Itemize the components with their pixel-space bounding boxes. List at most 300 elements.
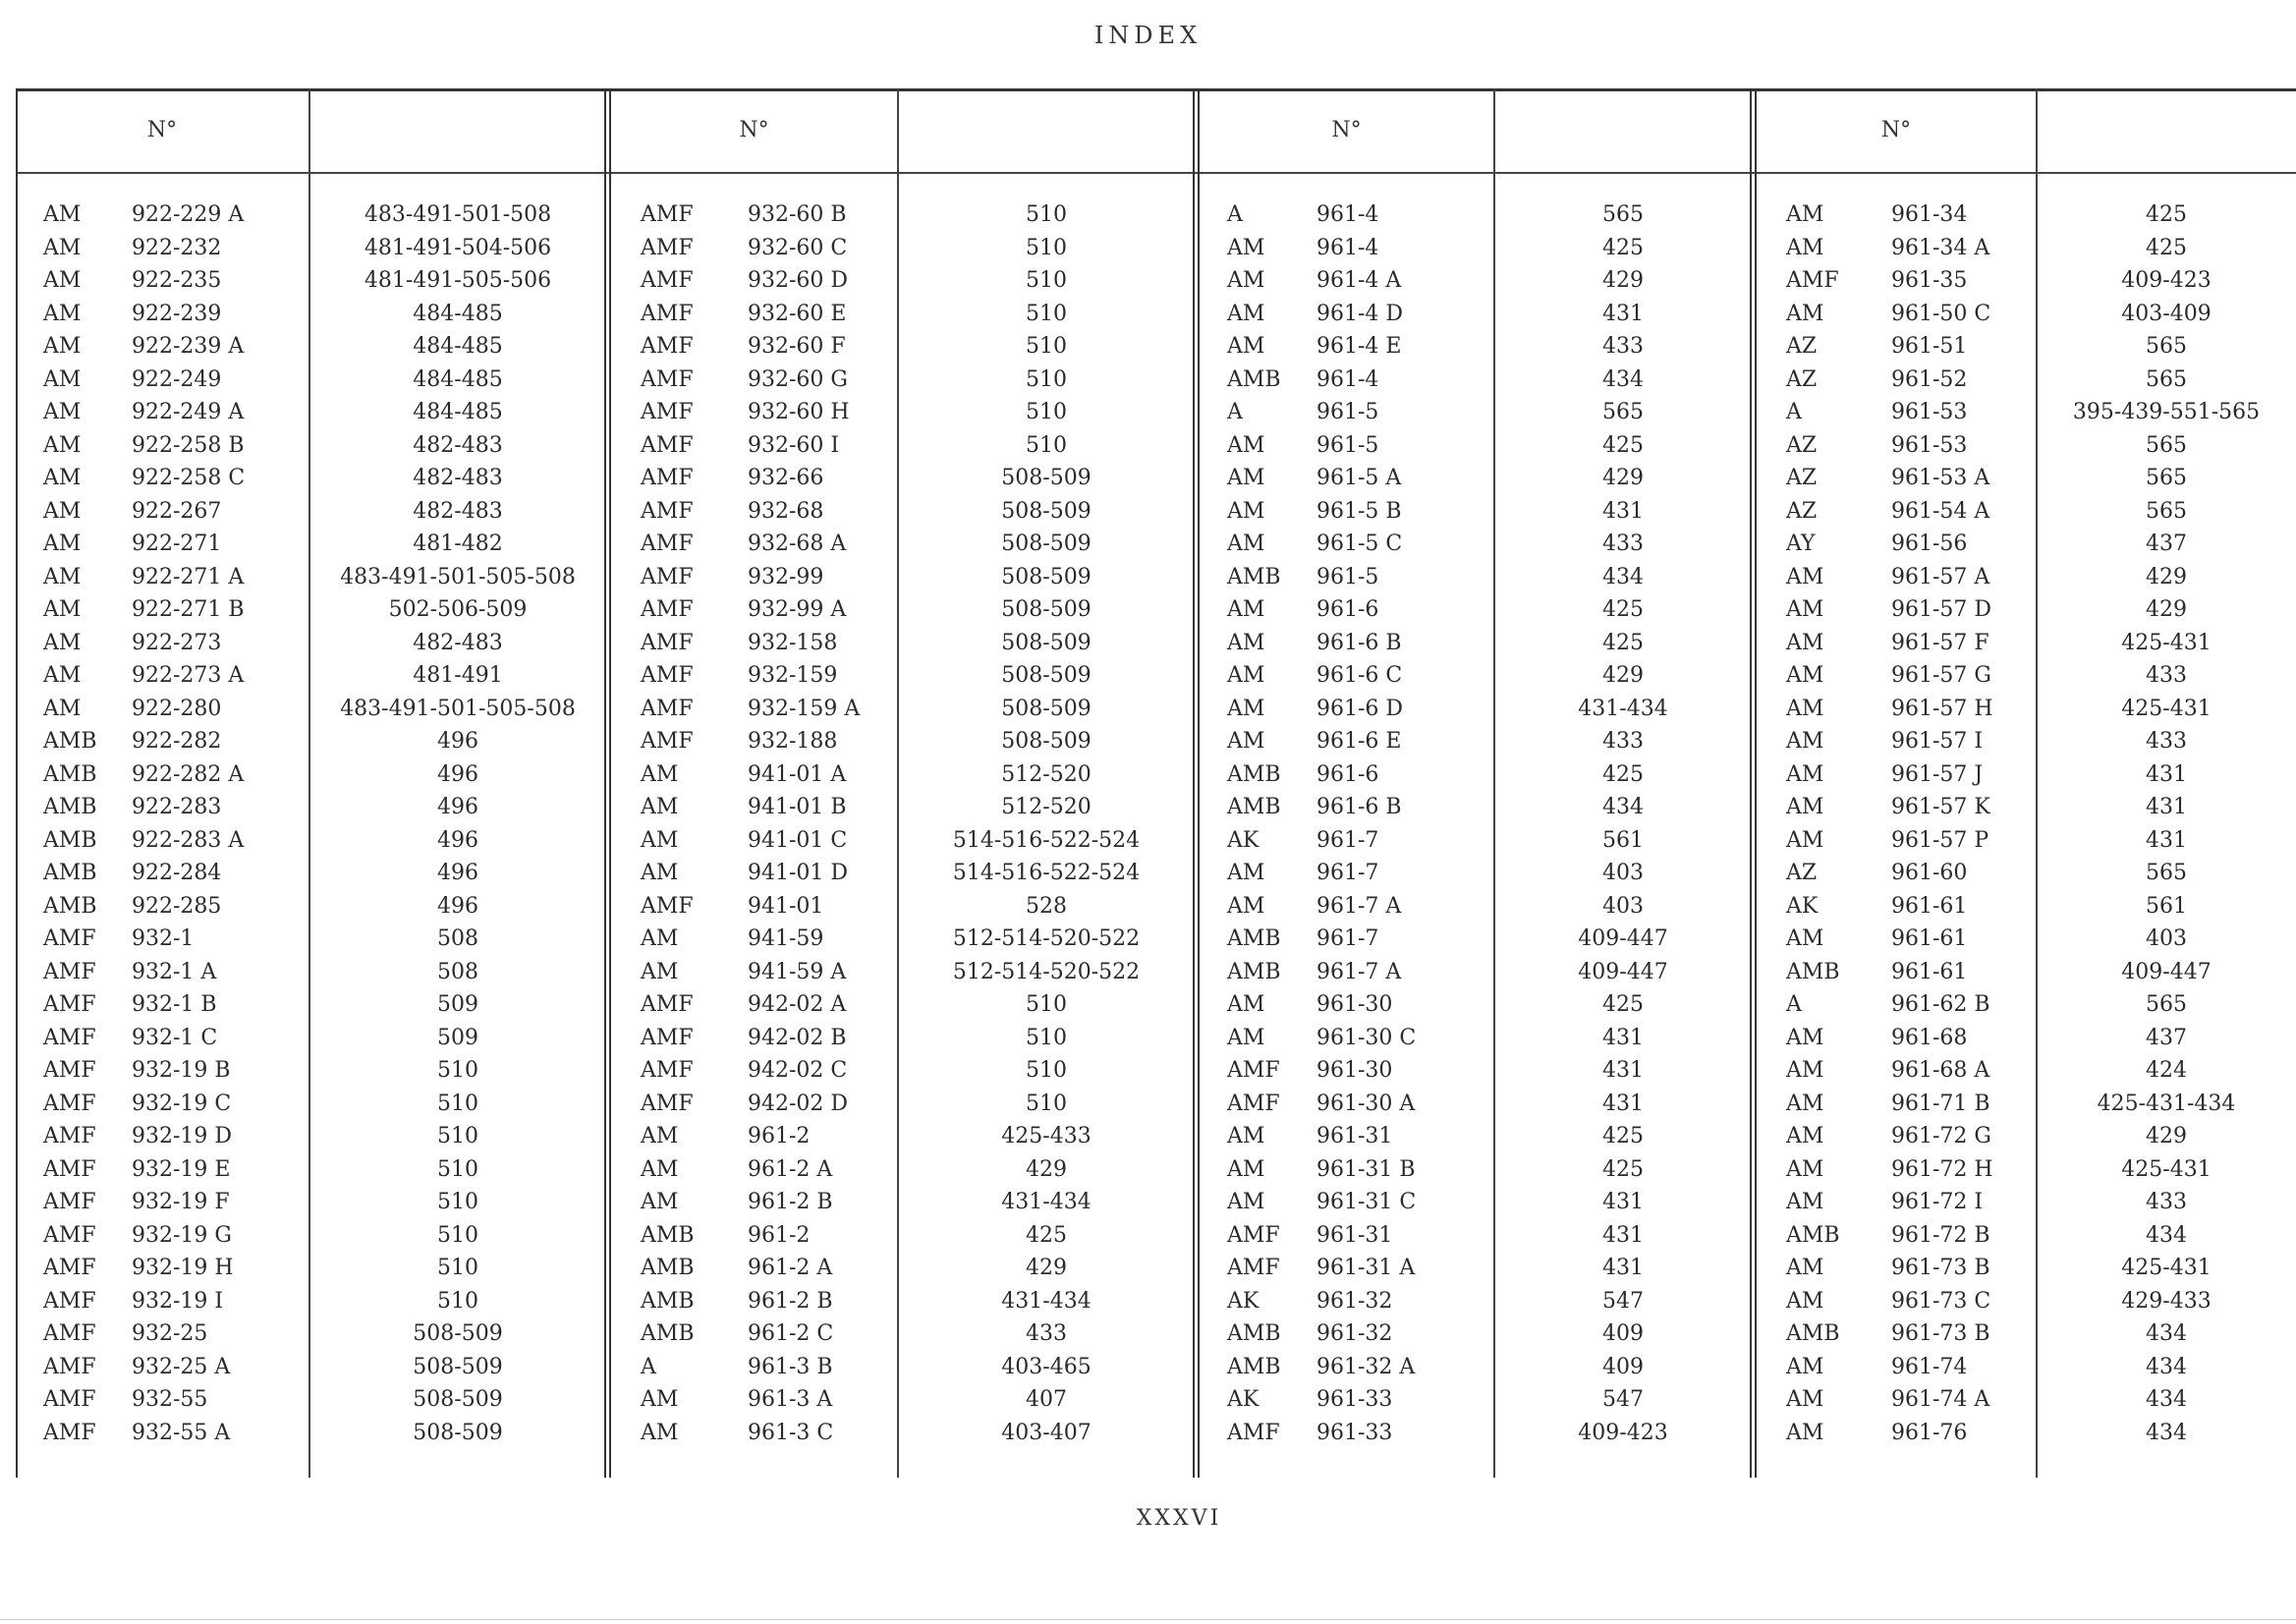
entry-pages: 510 xyxy=(437,1157,478,1182)
entry-pages: 510 xyxy=(1026,202,1067,227)
entry-code: AM xyxy=(43,367,82,392)
entry-pages: 508 xyxy=(437,926,478,951)
entry-code: AMF xyxy=(641,268,694,293)
entry-code: AM xyxy=(1786,697,1824,721)
entry-number: 922-280 xyxy=(132,697,222,721)
entry-code: AM xyxy=(641,960,679,984)
entry-pages: 565 xyxy=(2146,861,2187,885)
entry-pages: 403 xyxy=(1602,894,1644,919)
entry-code: AK xyxy=(1227,828,1260,853)
entry-code: AMB xyxy=(1227,960,1281,984)
entry-code: AM xyxy=(1786,302,1824,326)
entry-pages: 434 xyxy=(2146,1355,2187,1379)
entry-pages: 437 xyxy=(2146,1026,2187,1050)
entry-pages: 496 xyxy=(437,795,478,819)
entry-code: AZ xyxy=(1786,334,1818,359)
entry-code: AM xyxy=(1227,597,1265,622)
entry-code: AK xyxy=(1227,1289,1260,1314)
entry-number: 941-59 A xyxy=(748,960,847,984)
entry-code: AMB xyxy=(1227,565,1281,589)
entry-number: 961-5 xyxy=(1316,400,1379,424)
entry-code: AZ xyxy=(1786,433,1818,458)
entry-code: AM xyxy=(1786,1355,1824,1379)
entry-pages: 565 xyxy=(2146,433,2187,458)
entry-code: AM xyxy=(43,663,82,688)
entry-pages: 481-491-504-506 xyxy=(364,236,552,260)
entry-pages: 565 xyxy=(2146,499,2187,524)
entry-code: AM xyxy=(1227,697,1265,721)
entry-pages: 395-439-551-565 xyxy=(2072,400,2261,424)
entry-code: AMF xyxy=(43,1289,96,1314)
entry-pages: 425 xyxy=(1602,597,1644,622)
entry-pages: 429 xyxy=(2146,565,2187,589)
entry-code: AMF xyxy=(43,960,96,984)
entry-code: AM xyxy=(1227,236,1265,260)
entry-pages: 425 xyxy=(2146,236,2187,260)
entry-pages: 496 xyxy=(437,729,478,754)
entry-code: AM xyxy=(641,861,679,885)
entry-code: AMF xyxy=(43,1256,96,1280)
entry-code: AM xyxy=(1786,663,1824,688)
entry-pages: 403-407 xyxy=(1001,1421,1092,1445)
entry-number: 961-32 A xyxy=(1316,1355,1416,1379)
entry-number: 932-60 B xyxy=(748,202,847,227)
entry-code: AM xyxy=(43,236,82,260)
entry-code: AM xyxy=(641,926,679,951)
entry-pages: 403-465 xyxy=(1001,1355,1092,1379)
entry-number: 942-02 A xyxy=(748,992,847,1017)
entry-pages: 508-509 xyxy=(1001,663,1092,688)
entry-number: 941-01 C xyxy=(748,828,848,853)
entry-code: AM xyxy=(43,268,82,293)
entry-number: 922-284 xyxy=(132,861,222,885)
entry-number: 932-159 A xyxy=(748,697,861,721)
entry-code: AM xyxy=(1227,1124,1265,1148)
page-bottom-edge xyxy=(0,1619,2296,1620)
entry-code: AM xyxy=(43,532,82,556)
entry-number: 941-01 A xyxy=(748,762,847,787)
entry-number: 961-68 A xyxy=(1891,1058,1990,1083)
entry-pages: 496 xyxy=(437,762,478,787)
column-divider xyxy=(308,88,310,1478)
entry-number: 922-239 A xyxy=(132,334,245,359)
entry-code: AM xyxy=(1786,236,1824,260)
entry-pages: 508-509 xyxy=(1001,532,1092,556)
entry-number: 922-249 A xyxy=(132,400,245,424)
column-divider xyxy=(897,88,899,1478)
entry-code: AMF xyxy=(1227,1256,1280,1280)
entry-number: 961-6 xyxy=(1316,597,1379,622)
entry-pages: 565 xyxy=(1602,202,1644,227)
entry-pages: 434 xyxy=(2146,1387,2187,1412)
entry-pages: 429 xyxy=(1026,1256,1067,1280)
entry-number: 961-32 xyxy=(1316,1321,1393,1346)
entry-number: 941-01 D xyxy=(748,861,849,885)
entry-code: AMF xyxy=(1227,1421,1280,1445)
entry-code: AM xyxy=(641,1190,679,1214)
entry-number: 932-60 F xyxy=(748,334,846,359)
entry-pages: 429-433 xyxy=(2121,1289,2212,1314)
entry-number: 932-60 E xyxy=(748,302,847,326)
entry-code: AMF xyxy=(641,697,694,721)
entry-number: 961-72 G xyxy=(1891,1124,1991,1148)
entry-pages: 429 xyxy=(2146,597,2187,622)
entry-pages: 431-434 xyxy=(1578,697,1668,721)
entry-number: 961-31 xyxy=(1316,1124,1393,1148)
entry-pages: 434 xyxy=(2146,1421,2187,1445)
entry-number: 961-31 A xyxy=(1316,1256,1416,1280)
entry-number: 922-283 xyxy=(132,795,222,819)
entry-number: 961-74 xyxy=(1891,1355,1968,1379)
entry-number: 932-158 xyxy=(748,631,838,655)
entry-pages: 496 xyxy=(437,861,478,885)
entry-pages: 565 xyxy=(2146,992,2187,1017)
entry-number: 961-2 A xyxy=(748,1157,833,1182)
entry-pages: 482-483 xyxy=(413,466,503,490)
entry-code: AMF xyxy=(43,992,96,1017)
entry-pages: 510 xyxy=(437,1092,478,1116)
entry-pages: 429 xyxy=(1602,268,1644,293)
entry-number: 961-53 xyxy=(1891,400,1968,424)
entry-number: 961-5 xyxy=(1316,433,1379,458)
entry-pages: 431 xyxy=(1602,302,1644,326)
page-title: INDEX xyxy=(1093,22,1203,49)
entry-pages: 510 xyxy=(1026,334,1067,359)
entry-pages: 483-491-501-505-508 xyxy=(340,697,576,721)
entry-number: 922-271 A xyxy=(132,565,245,589)
entry-pages: 483-491-501-508 xyxy=(364,202,552,227)
entry-pages: 431-434 xyxy=(1001,1190,1092,1214)
entry-pages: 508-509 xyxy=(1001,466,1092,490)
entry-code: AMF xyxy=(1786,268,1839,293)
entry-pages: 510 xyxy=(1026,1058,1067,1083)
entry-pages: 431 xyxy=(1602,1026,1644,1050)
entry-pages: 482-483 xyxy=(413,433,503,458)
entry-number: 961-2 A xyxy=(748,1256,833,1280)
entry-code: AMF xyxy=(641,631,694,655)
entry-pages: 433 xyxy=(1602,532,1644,556)
entry-pages: 508-509 xyxy=(413,1355,503,1379)
entry-pages: 508 xyxy=(437,960,478,984)
entry-code: AM xyxy=(1786,1256,1824,1280)
entry-code: AM xyxy=(1227,1190,1265,1214)
table-left-border xyxy=(16,88,18,1478)
entry-number: 922-232 xyxy=(132,236,222,260)
entry-pages: 433 xyxy=(2146,729,2187,754)
entry-number: 922-273 A xyxy=(132,663,245,688)
entry-code: AM xyxy=(1227,499,1265,524)
group-divider xyxy=(604,88,611,1478)
entry-number: 922-229 A xyxy=(132,202,245,227)
entry-code: AM xyxy=(43,697,82,721)
entry-number: 961-6 E xyxy=(1316,729,1402,754)
entry-code: AMB xyxy=(43,861,97,885)
entry-pages: 431 xyxy=(2146,828,2187,853)
entry-number: 961-72 I xyxy=(1891,1190,1984,1214)
entry-number: 961-50 C xyxy=(1891,302,1991,326)
entry-pages: 429 xyxy=(1026,1157,1067,1182)
entry-number: 961-5 C xyxy=(1316,532,1403,556)
entry-pages: 407 xyxy=(1026,1387,1067,1412)
entry-pages: 510 xyxy=(437,1289,478,1314)
entry-code: AMB xyxy=(1227,762,1281,787)
entry-pages: 433 xyxy=(1026,1321,1067,1346)
entry-pages: 510 xyxy=(1026,367,1067,392)
entry-pages: 510 xyxy=(437,1124,478,1148)
entry-number: 961-57 I xyxy=(1891,729,1984,754)
entry-pages: 484-485 xyxy=(413,367,503,392)
entry-code: AMB xyxy=(43,894,97,919)
entry-code: AMF xyxy=(641,663,694,688)
entry-pages: 508-509 xyxy=(1001,565,1092,589)
entry-code: AMB xyxy=(1227,1321,1281,1346)
entry-code: AMF xyxy=(641,236,694,260)
entry-code: AMF xyxy=(43,926,96,951)
entry-number: 961-73 B xyxy=(1891,1256,1990,1280)
entry-pages: 512-520 xyxy=(1001,762,1092,787)
entry-number: 932-60 C xyxy=(748,236,848,260)
entry-code: AM xyxy=(1786,1421,1824,1445)
entry-number: 961-30 xyxy=(1316,992,1393,1017)
entry-number: 932-19 G xyxy=(132,1223,232,1248)
entry-pages: 425 xyxy=(1602,1124,1644,1148)
entry-number: 961-5 xyxy=(1316,565,1379,589)
entry-pages: 561 xyxy=(1602,828,1644,853)
table-top-rule xyxy=(16,88,2296,91)
entry-pages: 510 xyxy=(437,1190,478,1214)
entry-number: 932-159 xyxy=(748,663,838,688)
index-table xyxy=(16,88,2296,1478)
entry-code: AM xyxy=(1227,992,1265,1017)
entry-number: 961-6 xyxy=(1316,762,1379,787)
entry-code: AM xyxy=(1786,1387,1824,1412)
entry-pages: 510 xyxy=(1026,236,1067,260)
entry-code: AM xyxy=(1227,1157,1265,1182)
entry-pages: 409-423 xyxy=(1578,1421,1668,1445)
entry-number: 932-25 A xyxy=(132,1355,231,1379)
entry-number: 922-273 xyxy=(132,631,222,655)
entry-code: AMB xyxy=(1786,960,1840,984)
entry-code: AMF xyxy=(1227,1223,1280,1248)
entry-number: 961-2 xyxy=(748,1124,811,1148)
entry-number: 932-1 A xyxy=(132,960,217,984)
entry-code: AM xyxy=(43,400,82,424)
entry-code: AMF xyxy=(43,1092,96,1116)
entry-code: AM xyxy=(1227,334,1265,359)
entry-number: 922-282 xyxy=(132,729,222,754)
entry-number: 932-188 xyxy=(748,729,838,754)
entry-number: 961-2 B xyxy=(748,1289,833,1314)
entry-number: 932-60 I xyxy=(748,433,840,458)
entry-number: 961-61 xyxy=(1891,894,1968,919)
entry-number: 932-19 H xyxy=(132,1256,234,1280)
entry-pages: 429 xyxy=(1602,663,1644,688)
entry-code: AM xyxy=(1227,729,1265,754)
entry-code: AMF xyxy=(43,1058,96,1083)
entry-pages: 528 xyxy=(1026,894,1067,919)
entry-code: AM xyxy=(641,1124,679,1148)
entry-code: AM xyxy=(43,202,82,227)
entry-number: 922-285 xyxy=(132,894,222,919)
entry-pages: 496 xyxy=(437,894,478,919)
entry-pages: 425 xyxy=(1602,631,1644,655)
entry-pages: 431 xyxy=(1602,1092,1644,1116)
entry-code: AMF xyxy=(641,565,694,589)
entry-pages: 508-509 xyxy=(413,1387,503,1412)
entry-pages: 514-516-522-524 xyxy=(952,861,1141,885)
entry-number: 961-7 A xyxy=(1316,894,1402,919)
entry-number: 961-53 xyxy=(1891,433,1968,458)
entry-pages: 502-506-509 xyxy=(388,597,528,622)
entry-number: 961-3 A xyxy=(748,1387,833,1412)
entry-number: 961-7 A xyxy=(1316,960,1402,984)
entry-code: AMB xyxy=(1227,795,1281,819)
entry-number: 932-99 xyxy=(748,565,824,589)
entry-pages: 431 xyxy=(2146,762,2187,787)
entry-number: 922-282 A xyxy=(132,762,245,787)
entry-number: 961-30 C xyxy=(1316,1026,1417,1050)
entry-pages: 481-491-505-506 xyxy=(364,268,552,293)
entry-pages: 429 xyxy=(1602,466,1644,490)
entry-number: 932-60 D xyxy=(748,268,849,293)
entry-code: AMF xyxy=(641,202,694,227)
entry-code: AM xyxy=(1786,762,1824,787)
column-divider xyxy=(2036,88,2038,1478)
entry-number: 961-4 xyxy=(1316,236,1379,260)
entry-number: 932-1 C xyxy=(132,1026,218,1050)
entry-pages: 403 xyxy=(2146,926,2187,951)
entry-pages: 547 xyxy=(1602,1289,1644,1314)
entry-code: AMB xyxy=(1227,367,1281,392)
entry-pages: 409 xyxy=(1602,1355,1644,1379)
entry-code: AMF xyxy=(1227,1092,1280,1116)
entry-pages: 508-509 xyxy=(413,1421,503,1445)
entry-pages: 425 xyxy=(1602,1157,1644,1182)
entry-pages: 510 xyxy=(437,1058,478,1083)
entry-pages: 510 xyxy=(1026,268,1067,293)
entry-code: AM xyxy=(1786,1157,1824,1182)
entry-number: 961-6 B xyxy=(1316,631,1402,655)
entry-number: 961-73 C xyxy=(1891,1289,1991,1314)
entry-code: AMF xyxy=(641,1026,694,1050)
entry-code: AMF xyxy=(641,334,694,359)
entry-pages: 509 xyxy=(437,1026,478,1050)
entry-number: 961-3 C xyxy=(748,1421,834,1445)
entry-pages: 514-516-522-524 xyxy=(952,828,1141,853)
entry-number: 961-72 B xyxy=(1891,1223,1990,1248)
entry-number: 941-01 B xyxy=(748,795,847,819)
entry-pages: 409-447 xyxy=(1578,926,1668,951)
entry-pages: 510 xyxy=(1026,1092,1067,1116)
entry-pages: 409-423 xyxy=(2121,268,2212,293)
entry-pages: 512-514-520-522 xyxy=(952,960,1141,984)
entry-code: AMB xyxy=(43,762,97,787)
entry-number: 961-57 F xyxy=(1891,631,1989,655)
entry-number: 932-1 B xyxy=(132,992,217,1017)
entry-pages: 429 xyxy=(2146,1124,2187,1148)
entry-number: 961-74 A xyxy=(1891,1387,1990,1412)
entry-number: 961-2 B xyxy=(748,1190,833,1214)
entry-number: 961-57 H xyxy=(1891,697,1993,721)
entry-pages: 510 xyxy=(1026,433,1067,458)
entry-number: 922-267 xyxy=(132,499,222,524)
entry-number: 961-7 xyxy=(1316,861,1379,885)
entry-code: AMF xyxy=(641,400,694,424)
entry-number: 961-34 A xyxy=(1891,236,1990,260)
entry-pages: 433 xyxy=(1602,334,1644,359)
entry-code: AMB xyxy=(641,1256,695,1280)
entry-code: A xyxy=(641,1355,656,1379)
entry-code: A xyxy=(1227,400,1243,424)
entry-code: AZ xyxy=(1786,466,1818,490)
entry-pages: 547 xyxy=(1602,1387,1644,1412)
entry-pages: 425 xyxy=(1602,236,1644,260)
entry-code: AMF xyxy=(43,1157,96,1182)
column-divider xyxy=(1493,88,1495,1478)
entry-code: AMB xyxy=(43,729,97,754)
entry-pages: 431 xyxy=(1602,499,1644,524)
entry-number: 961-30 A xyxy=(1316,1092,1416,1116)
entry-number: 961-31 xyxy=(1316,1223,1393,1248)
entry-number: 922-271 xyxy=(132,532,222,556)
entry-code: AMF xyxy=(641,597,694,622)
entry-pages: 425 xyxy=(1602,762,1644,787)
entry-number: 922-235 xyxy=(132,268,222,293)
entry-code: AM xyxy=(1227,894,1265,919)
entry-number: 961-33 xyxy=(1316,1387,1393,1412)
entry-number: 961-6 C xyxy=(1316,663,1403,688)
entry-pages: 565 xyxy=(2146,367,2187,392)
entry-code: AM xyxy=(1227,268,1265,293)
entry-pages: 508-509 xyxy=(1001,597,1092,622)
entry-code: AMF xyxy=(1227,1058,1280,1083)
entry-pages: 425 xyxy=(1602,992,1644,1017)
entry-number: 961-62 B xyxy=(1891,992,1990,1017)
entry-number: 961-51 xyxy=(1891,334,1968,359)
entry-code: AMF xyxy=(641,729,694,754)
entry-code: AZ xyxy=(1786,367,1818,392)
entry-pages: 561 xyxy=(2146,894,2187,919)
entry-number: 932-19 I xyxy=(132,1289,224,1314)
entry-number: 961-33 xyxy=(1316,1421,1393,1445)
entry-pages: 425 xyxy=(1602,433,1644,458)
entry-code: AMB xyxy=(1786,1321,1840,1346)
entry-code: AM xyxy=(1786,729,1824,754)
entry-code: AMF xyxy=(641,532,694,556)
entry-pages: 425 xyxy=(1026,1223,1067,1248)
entry-code: AM xyxy=(1227,663,1265,688)
entry-code: AM xyxy=(1227,433,1265,458)
entry-number: 961-4 xyxy=(1316,367,1379,392)
entry-number: 961-4 D xyxy=(1316,302,1404,326)
entry-pages: 409-447 xyxy=(2121,960,2212,984)
entry-code: AMB xyxy=(1227,926,1281,951)
entry-number: 961-31 B xyxy=(1316,1157,1416,1182)
entry-number: 922-258 C xyxy=(132,466,246,490)
entry-number: 941-01 xyxy=(748,894,824,919)
entry-number: 932-19 F xyxy=(132,1190,230,1214)
entry-pages: 434 xyxy=(2146,1321,2187,1346)
entry-pages: 510 xyxy=(1026,400,1067,424)
entry-code: AM xyxy=(43,334,82,359)
entry-number: 961-3 B xyxy=(748,1355,833,1379)
entry-pages: 433 xyxy=(1602,729,1644,754)
entry-code: AMF xyxy=(43,1026,96,1050)
entry-pages: 431 xyxy=(1602,1058,1644,1083)
entry-number: 941-59 xyxy=(748,926,824,951)
entry-number: 961-4 E xyxy=(1316,334,1402,359)
entry-pages: 512-514-520-522 xyxy=(952,926,1141,951)
